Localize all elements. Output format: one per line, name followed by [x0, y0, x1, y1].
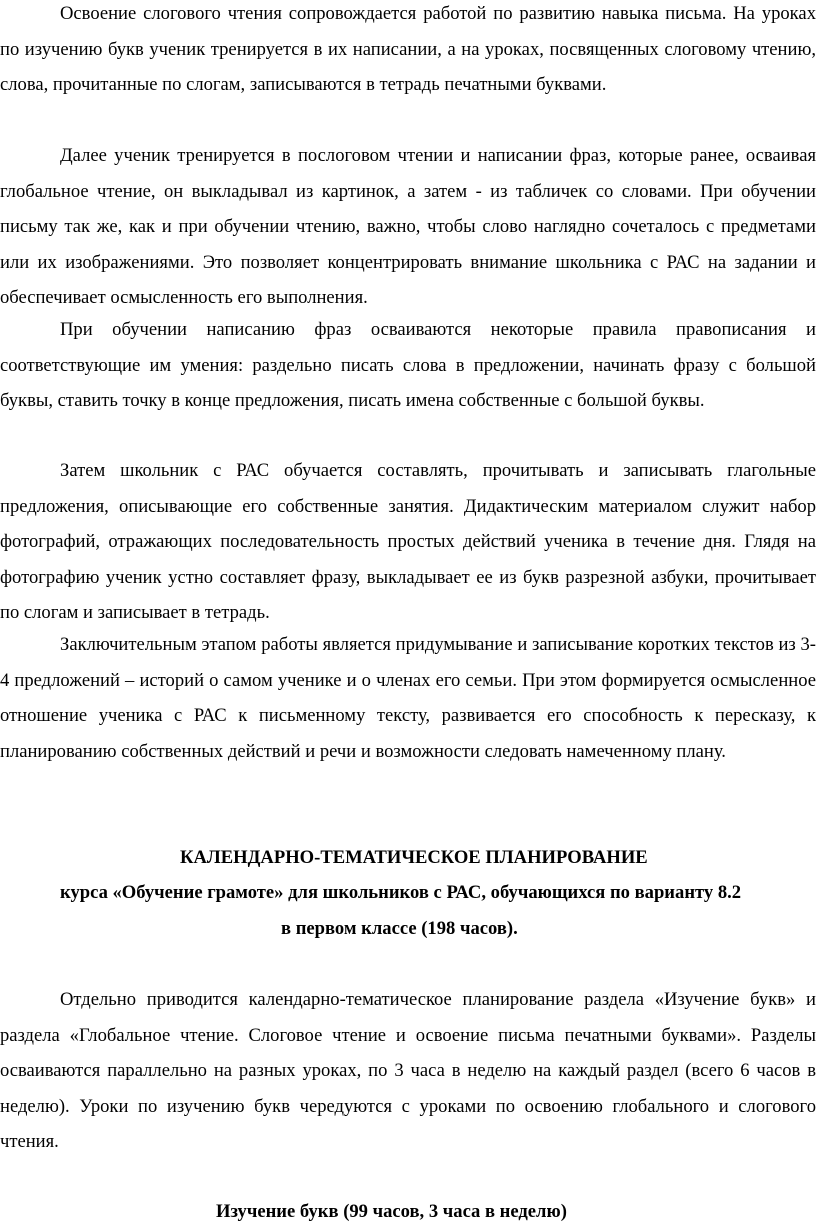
heading-subtitle-line-1: курса «Обучение грамоте» для школьников с РАС, обучающихся по варианту 8.2	[60, 882, 742, 903]
section-heading-letters: Изучение букв (99 часов, 3 часа в неделю)	[216, 1201, 567, 1222]
paragraph-verb-sentences: Затем школьник с РАС обучается составлять, прочитывать и записывать глагольные предложения, описывающие его собственные занятия. Дидактическим материалом служит набор фотографий, отражающих последовательность простых действий ученика в течение дня. Глядя на фотографию ученик устно составляет фразу, выкладывает ее из букв разрезной азбуки, прочитывает по слогам и записывает в тетрадь.	[0, 460, 816, 623]
paragraph-phrase-writing: Далее ученик тренируется в послоговом чтении и написании фраз, которые ранее, осваивая глобальное чтение, он выкладывал из картинок, а затем - из табличек со словами. При обучении письму так же, как и при обучении чтению, важно, чтобы слово наглядно сочеталось с предметами или их изображениями. Это позволяет концентрировать внимание школьника с РАС на задании и обеспечивает осмысленность его выполнения.	[0, 145, 816, 308]
paragraph-syllabic-reading: Освоение слогового чтения сопровождается работой по развитию навыка письма. На уроках по изучению букв ученик тренируется в их написании, а на уроках, посвященных слоговому чтению, слова, прочитанные по слогам, записываются в тетрадь печатными буквами.	[0, 3, 816, 95]
paragraph-planning-note: Отдельно приводится календарно-тематическое планирование раздела «Изучение букв» и раздела «Глобальное чтение. Слоговое чтение и освоение письма печатными буквами». Разделы осваиваются параллельно на разных уроках, по 3 часа в неделю на каждый раздел (всего 6 часов в неделю). Уроки по изучению букв чередуются с уроками по освоению глобального и слогового чтения.	[0, 989, 816, 1152]
heading-title: КАЛЕНДАРНО-ТЕМАТИЧЕСКОЕ ПЛАНИРОВАНИЕ	[180, 847, 648, 868]
paragraph-short-texts: Заключительным этапом работы является придумывание и записывание коротких текстов из 3-4 предложений – историй о самом ученике и о членах его семьи. При этом формируется осмысленное отношение ученика с РАС к письменному тексту, развивается его способность к пересказу, к планированию собственных действий и речи и возможности следовать намеченному плану.	[0, 634, 816, 762]
heading-subtitle-line-2: в первом классе (198 часов).	[281, 918, 518, 939]
paragraph-spelling-rules: При обучении написанию фраз осваиваются некоторые правила правописания и соответствующие им умения: раздельно писать слова в предложении, начинать фразу с большой буквы, ставить точку в конце предложения, писать имена собственные с большой буквы.	[0, 319, 816, 411]
